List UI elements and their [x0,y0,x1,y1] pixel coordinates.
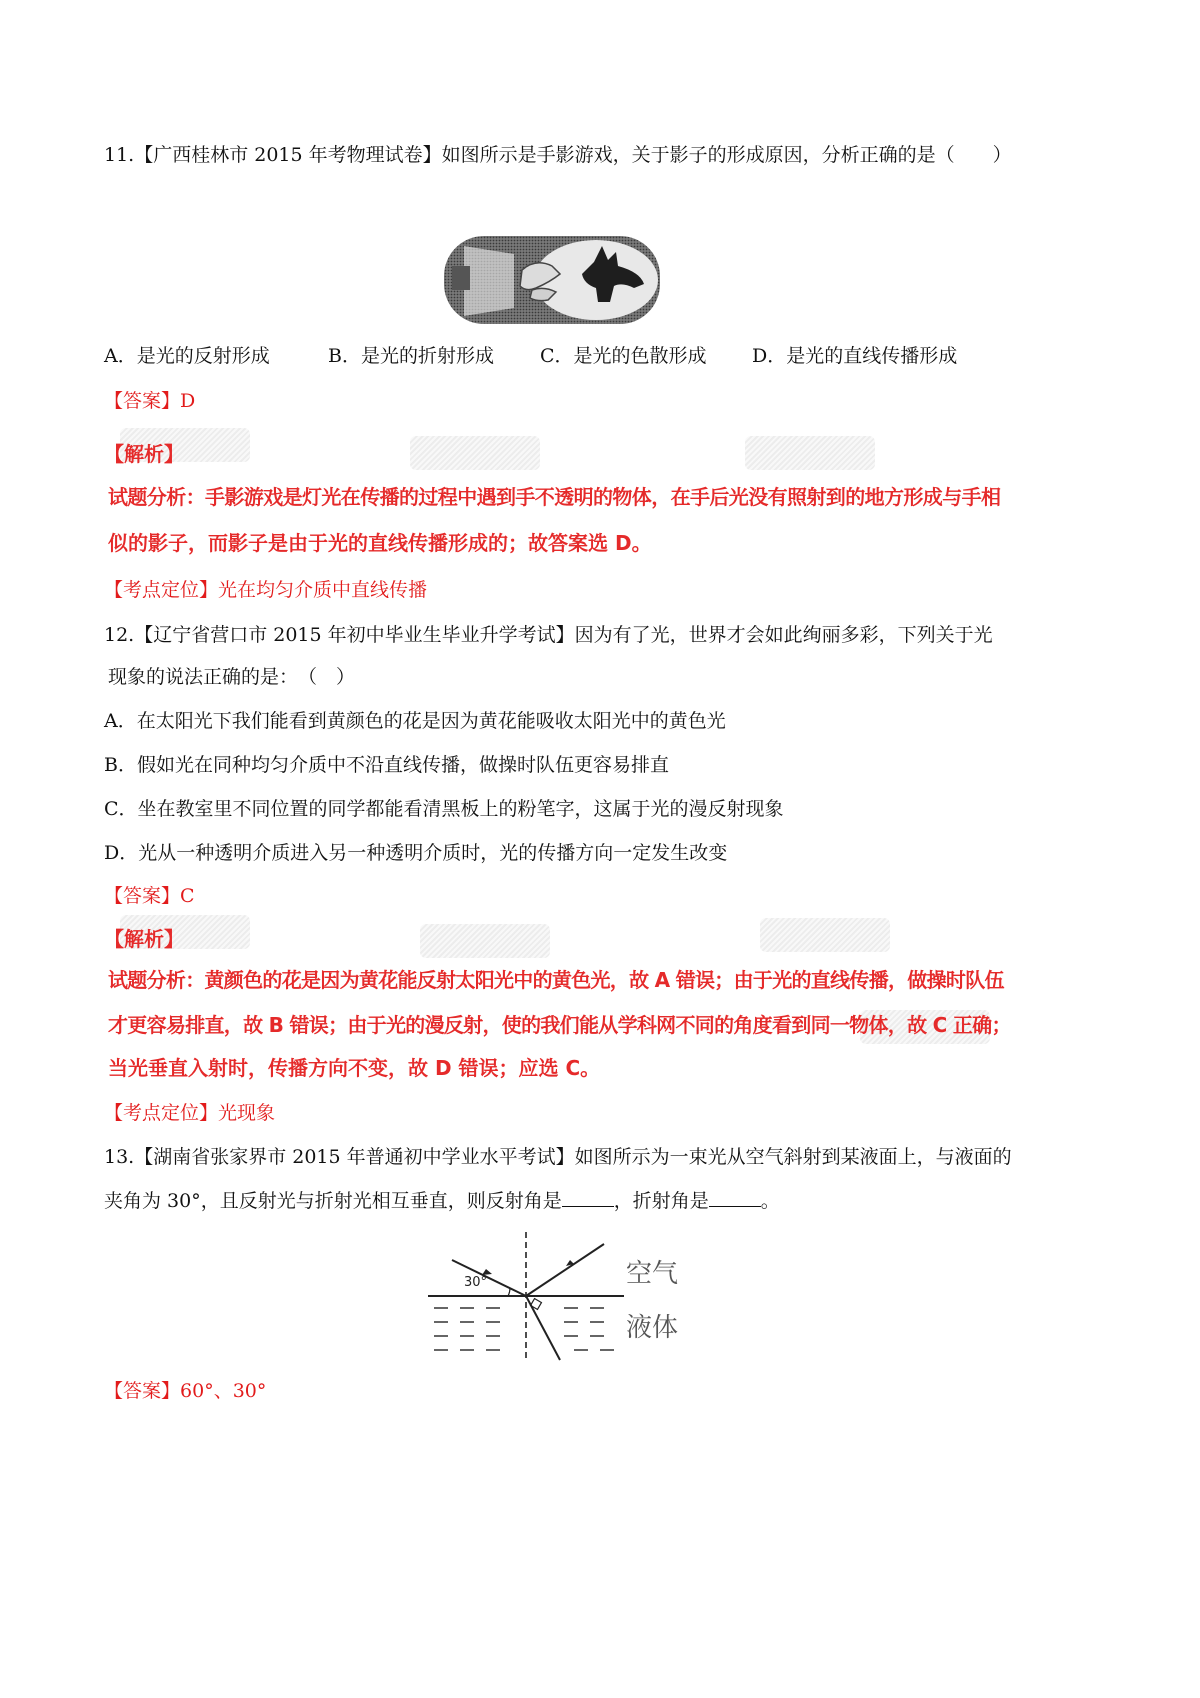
q12-stem-line: 现象的说法正确的是： （ ） [108,666,356,688]
watermark [745,436,875,470]
q11-option-c: C．是光的色散形成 [540,345,707,367]
q13-stem-line [104,1188,780,1214]
q11-analysis-tag: 【解析】 [104,442,184,466]
answer-tag: 【答案】 [104,390,181,412]
q12-option-c: C．坐在教室里不同位置的同学都能看清黑板上的粉笔字，这属于光的漫反射现象 [104,798,784,820]
point-value: 光在均匀介质中直线传播 [218,579,428,601]
q11-option-b: B．是光的折射形成 [328,345,494,367]
q12-stem-line: 12.【辽宁省营口市 2015 年初中毕业生毕业升学考试】因为有了光，世界才会如此绚丽多彩，下列关于光 [104,624,993,646]
hand-shadow-figure [444,236,660,324]
q12-analysis-line: 当光垂直入射时，传播方向不变，故 D 错误；应选 C。 [108,1056,601,1080]
reflected-ray [526,1244,604,1296]
q11-stem: 11.【广西桂林市 2015 年考物理试卷】如图所示是手影游戏，关于影子的形成原因，分析正确的是（ ） [104,144,1012,166]
refraction-angle-blank[interactable] [709,1188,761,1207]
answer-tag: 【答案】 [104,1380,181,1402]
q12-option-b: B．假如光在同种均匀介质中不沿直线传播，做操时队伍更容易排直 [104,754,669,776]
air-label: 空气 [626,1259,679,1289]
answer-tag: 【答案】 [104,885,181,907]
answer-value: D [180,390,196,412]
point-tag: 【考点定位】 [104,1102,219,1124]
watermark [420,924,550,958]
watermark [410,436,540,470]
q11-option-a: A．是光的反射形成 [104,345,270,367]
q13-stem-line: 13.【湖南省张家界市 2015 年普通初中学业水平考试】如图所示为一束光从空气斜射到某液面上，与液面的 [104,1146,1012,1168]
q13-answer [104,1378,266,1404]
refraction-diagram [424,1230,688,1362]
q12-knowledge-point [104,1100,275,1126]
q12-answer [104,883,195,909]
q13-stem-text: 。 [760,1190,780,1212]
q12-option-a: A．在太阳光下我们能看到黄颜色的花是因为黄花能吸收太阳光中的黄色光 [104,710,726,732]
answer-value: 60°、30° [180,1380,267,1402]
angle-label: 30° [464,1275,488,1290]
reflection-angle-blank[interactable] [562,1188,614,1207]
q11-knowledge-point [104,577,427,603]
q11-analysis-line: 似的影子，而影子是由于光的直线传播形成的；故答案选 D。 [108,531,652,555]
q12-analysis-line: 才更容易排直，故 B 错误；由于光的漫反射，使的我们能从学科网不同的角度看到同一物体，故 C 正确； [108,1013,1011,1037]
q13-stem-text: 夹角为 30°，且反射光与折射光相互垂直，则反射角是 [104,1190,562,1212]
q11-analysis-line: 试题分析：手影游戏是灯光在传播的过程中遇到手不透明的物体，在手后光没有照射到的地方形成与手相 [108,485,1001,509]
point-value: 光现象 [218,1102,276,1124]
q11-answer [104,388,195,414]
q13-stem-text: ，折射角是 [613,1190,709,1212]
q11-option-d: D．是光的直线传播形成 [752,345,958,367]
q12-analysis-line: 试题分析：黄颜色的花是因为黄花能反射太阳光中的黄色光，故 A 错误；由于光的直线传播，做操时队伍 [108,968,1004,992]
q12-analysis-tag: 【解析】 [104,927,184,951]
answer-value: C [180,885,195,907]
liquid-label: 液体 [626,1313,679,1343]
q12-option-d: D．光从一种透明介质进入另一种透明介质时，光的传播方向一定发生改变 [104,842,728,864]
point-tag: 【考点定位】 [104,579,219,601]
watermark [760,918,890,952]
